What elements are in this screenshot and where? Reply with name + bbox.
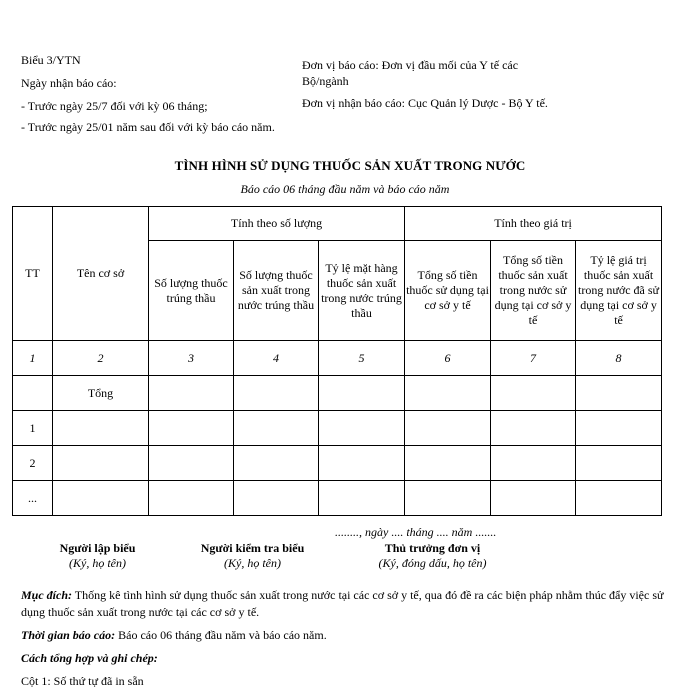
header-col-8: Tỷ lệ giá trị thuốc sản xuất trong nước đã sử dụng tại cơ sở y tế: [576, 241, 662, 341]
index-cell: 1: [13, 341, 53, 376]
table-cell: [405, 376, 491, 411]
table-cell: [491, 376, 576, 411]
receiving-unit: Đơn vị nhận báo cáo: Cục Quản lý Dược - Bộ Y tế.: [302, 96, 548, 110]
report-subtitle: Báo cáo 06 tháng đầu năm và báo cáo năm: [240, 182, 450, 196]
table-cell: [319, 411, 405, 446]
head-title: Thủ trưởng đơn vị: [384, 541, 481, 555]
table-cell: [576, 446, 662, 481]
header-right: [302, 57, 552, 115]
deadline-year: - Trước ngày 25/01 năm sau đối với kỳ báo cáo năm.: [21, 120, 275, 134]
table-cell: [53, 446, 149, 481]
date-line: ........, ngày .... tháng .... năm .......: [335, 525, 497, 539]
form-code: Biểu 3/YTN: [21, 53, 81, 67]
header-group-value: Tính theo giá trị: [405, 207, 662, 241]
table-cell: [405, 446, 491, 481]
table-index-row: [13, 341, 662, 376]
table-cell: [234, 446, 319, 481]
purpose-text: Thống kê tình hình sử dụng thuốc sản xuất trong nước tại các cơ sở y tế, qua đó đề ra các biện pháp nhằm thúc đẩy việc sử dụng thuốc sản xuất trong nước tại các cơ sở y tế.: [21, 588, 664, 619]
preparer-title: Người lập biểu: [59, 541, 136, 555]
table-row: [13, 446, 662, 481]
header-col-3: Số lượng thuốc trúng thầu: [149, 241, 234, 341]
index-cell: 2: [53, 341, 149, 376]
table-cell: [234, 481, 319, 516]
header-left: [21, 52, 296, 140]
index-cell: 6: [405, 341, 491, 376]
table-cell: [491, 411, 576, 446]
total-label: Tổng: [53, 376, 149, 411]
method-label: Cách tổng hợp và ghi chép:: [21, 651, 158, 665]
table-cell: [149, 446, 234, 481]
table-cell: [491, 446, 576, 481]
table-cell: [405, 411, 491, 446]
index-cell: 7: [491, 341, 576, 376]
checker-signature: [180, 541, 325, 571]
header-col-6: Tổng số tiền thuốc sử dụng tại cơ sở y tế: [405, 241, 491, 341]
header-group-quantity: Tính theo số lượng: [149, 207, 405, 241]
table-cell: [149, 411, 234, 446]
table-row: [13, 481, 662, 516]
time-paragraph: [21, 627, 681, 644]
table-cell: [576, 481, 662, 516]
report-notes: [21, 587, 681, 696]
header-tt: TT: [13, 207, 53, 341]
table-row: [13, 411, 662, 446]
table-cell: [319, 481, 405, 516]
checker-title: Người kiểm tra biểu: [200, 541, 305, 555]
header-facility-name: Tên cơ sở: [53, 207, 149, 341]
index-cell: 4: [234, 341, 319, 376]
reporting-unit: Đơn vị báo cáo: Đơn vị đầu mối của Y tế các Bộ/ngành: [302, 58, 519, 88]
index-cell: 8: [576, 341, 662, 376]
table-cell: [53, 481, 149, 516]
table-cell: [234, 411, 319, 446]
table-cell: [319, 376, 405, 411]
header-col-7: Tổng số tiền thuốc sản xuất trong nước sử dụng tại cơ sở y tế: [491, 241, 576, 341]
row-number: 1: [13, 411, 53, 446]
index-cell: 3: [149, 341, 234, 376]
preparer-signature: [40, 541, 155, 571]
row-number: ...: [13, 481, 53, 516]
table-cell: [13, 376, 53, 411]
report-table: [12, 206, 662, 516]
table-cell: [149, 376, 234, 411]
time-label: Thời gian báo cáo:: [21, 628, 116, 642]
header-col-4: Số lượng thuốc sản xuất trong nước trúng thầu: [234, 241, 319, 341]
report-title: TÌNH HÌNH SỬ DỤNG THUỐC SẢN XUẤT TRONG NƯỚC: [174, 158, 526, 173]
table-cell: [576, 376, 662, 411]
head-note: (Ký, đóng dấu, họ tên): [378, 556, 487, 570]
header-col-5: Tỷ lệ mặt hàng thuốc sản xuất trong nước trúng thầu: [319, 241, 405, 341]
purpose-label: Mục đích:: [21, 588, 72, 602]
time-text: Báo cáo 06 tháng đầu năm và báo cáo năm.: [115, 628, 327, 642]
table-cell: [405, 481, 491, 516]
index-cell: 5: [319, 341, 405, 376]
table-cell: [53, 411, 149, 446]
preparer-note: (Ký, họ tên): [69, 556, 126, 570]
checker-note: (Ký, họ tên): [224, 556, 281, 570]
table-cell: [491, 481, 576, 516]
table-group-header-row: [13, 207, 662, 241]
table-total-row: [13, 376, 662, 411]
table-cell: [319, 446, 405, 481]
table-cell: [149, 481, 234, 516]
deadline-6-months: - Trước ngày 25/7 đối với kỳ 06 tháng;: [21, 99, 208, 113]
col1-note: Cột 1: Số thứ tự đã in sẵn: [21, 674, 144, 688]
received-date-label: Ngày nhận báo cáo:: [21, 76, 117, 90]
row-number: 2: [13, 446, 53, 481]
head-signature: [355, 541, 510, 571]
method-paragraph: [21, 650, 681, 667]
table-cell: [234, 376, 319, 411]
table-cell: [576, 411, 662, 446]
purpose-paragraph: [21, 587, 681, 621]
